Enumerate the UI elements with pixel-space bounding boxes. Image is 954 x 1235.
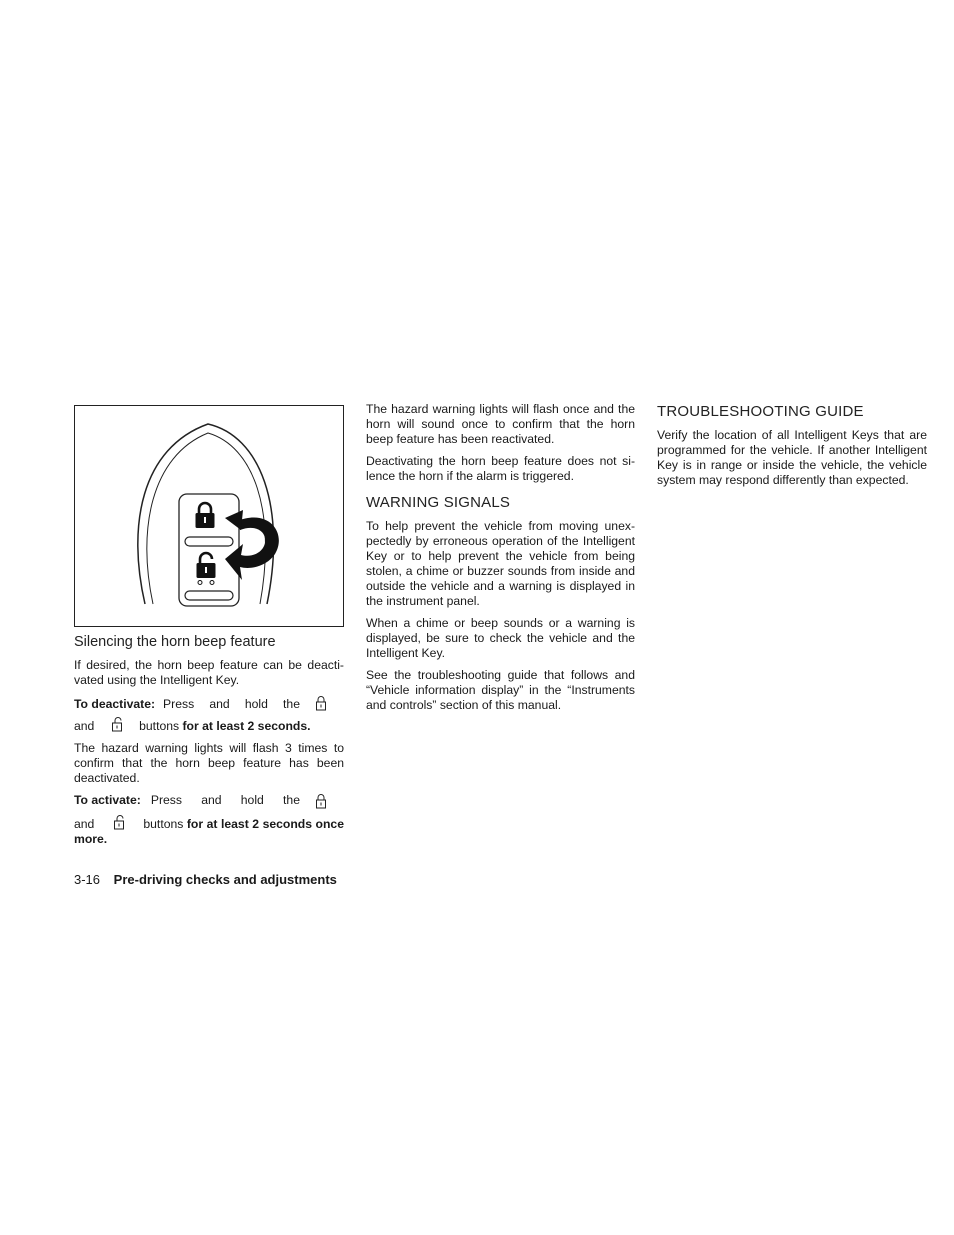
alarm-paragraph: Deactivating the horn beep feature does not si-lence the horn if the alarm is triggered.: [366, 454, 635, 483]
hazard-paragraph: The hazard warning lights will flash 3 times to confirm that the horn beep feature has been deactivated.: [74, 741, 344, 785]
lock-button-icon: [314, 695, 328, 713]
lock-button-icon: [314, 793, 328, 811]
activate-buttons: buttons: [143, 817, 184, 831]
warning-paragraph-3: See the troubleshooting guide that follows and “Vehicle information display” in the “Instruments and controls” section of this manual.: [366, 668, 635, 712]
deactivate-label: To deactivate:: [74, 696, 156, 711]
deactivate-instruction: [74, 695, 344, 734]
activate-instruction: [74, 793, 344, 847]
troubleshooting-heading: TROUBLESHOOTING GUIDE: [657, 403, 864, 420]
unlock-button-icon: [112, 814, 126, 832]
page-footer: [74, 872, 337, 888]
troubleshooting-paragraph: Verify the location of all Intelligent Keys that are programmed for the vehicle. If another Intelligent Key is in range or inside the vehicle, the vehicle system may respond differently than expected.: [657, 428, 927, 487]
rotate-arrow-icon: [225, 510, 279, 580]
unlock-button-icon: [110, 716, 124, 734]
middle-column: [366, 402, 635, 720]
intelligent-key-illustration: [75, 406, 343, 626]
deactivate-and: and: [74, 719, 95, 733]
activate-text: Press and hold the: [150, 793, 300, 807]
warning-paragraph-2: When a chime or beep sounds or a warning is displayed, be sure to check the vehicle and the Intelligent Key.: [366, 616, 635, 660]
right-column: [657, 402, 927, 495]
deactivate-buttons: buttons: [139, 719, 180, 733]
deactivate-text: Press and hold the: [163, 696, 300, 711]
intro-paragraph: If desired, the horn beep feature can be deacti-vated using the Intelligent Key.: [74, 658, 344, 687]
activate-label: To activate:: [74, 793, 141, 807]
activate-and: and: [74, 817, 95, 831]
warning-paragraph-1: To help prevent the vehicle from moving unex-pectedly by erroneous operation of the Intelligent Key or to help prevent the vehicle from being stolen, a chime or buzzer sounds from inside and outside the vehicle and a warning is displayed in the instrument panel.: [366, 519, 635, 608]
lock-icon: [196, 503, 215, 528]
deactivate-duration: for at least 2 seconds.: [182, 719, 311, 733]
subsection-heading: Silencing the horn beep feature: [74, 634, 276, 650]
intelligent-key-figure: [74, 405, 344, 627]
reactivated-paragraph: The hazard warning lights will flash once and the horn will sound once to confirm that the horn beep feature has been reactivated.: [366, 402, 635, 446]
activate-duration: for at least 2 seconds once more.: [74, 817, 344, 846]
unlock-icon: [197, 553, 216, 585]
warning-signals-heading: WARNING SIGNALS: [366, 494, 511, 511]
left-column: [74, 402, 344, 854]
section-title: Pre-driving checks and adjustments: [113, 872, 337, 887]
page-number: 3-16: [74, 872, 101, 887]
